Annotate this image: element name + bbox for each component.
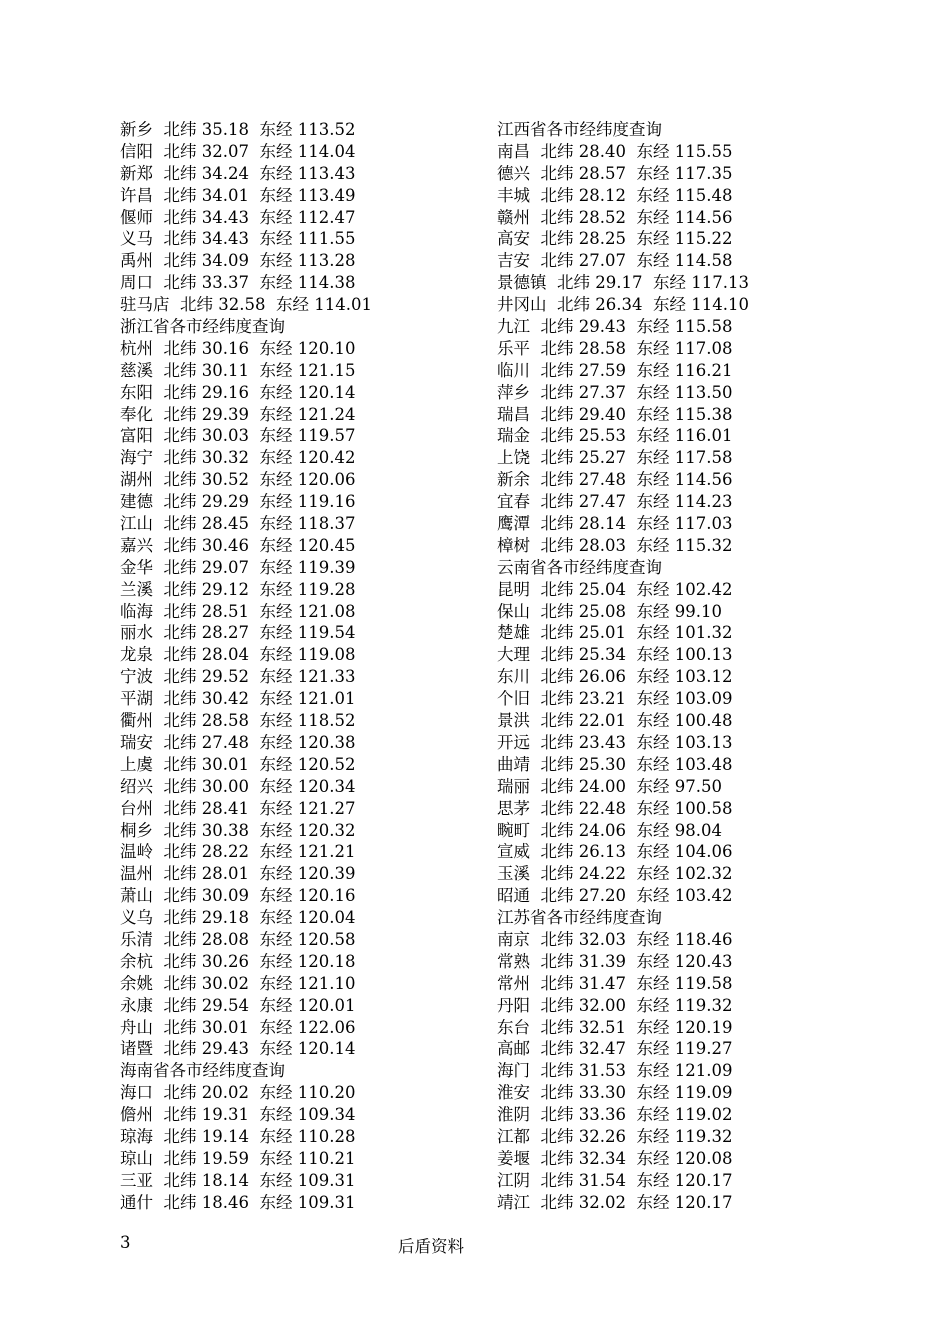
city-entry: 井冈山 北纬 26.34 东经 114.10 (497, 295, 749, 315)
city-entry: 衢州 北纬 28.58 东经 118.52 (120, 711, 356, 731)
city-entry: 鹰潭 北纬 28.14 东经 117.03 (497, 514, 733, 534)
city-entry: 海门 北纬 31.53 东经 121.09 (497, 1061, 733, 1081)
city-entry: 景德镇 北纬 29.17 东经 117.13 (497, 273, 749, 293)
city-entry: 常州 北纬 31.47 东经 119.58 (497, 973, 733, 993)
city-entry: 江山 北纬 28.45 东经 118.37 (120, 514, 356, 534)
city-entry: 儋州 北纬 19.31 东经 109.34 (120, 1105, 356, 1125)
city-entry: 慈溪 北纬 30.11 东经 121.15 (120, 360, 356, 380)
city-entry: 丰城 北纬 28.12 东经 115.48 (497, 185, 733, 205)
city-entry: 瑞昌 北纬 29.40 东经 115.38 (497, 404, 733, 424)
city-entry: 淮阴 北纬 33.36 东经 119.02 (497, 1105, 733, 1125)
city-entry: 景洪 北纬 22.01 东经 100.48 (497, 711, 733, 731)
city-entry: 琼海 北纬 19.14 东经 110.28 (120, 1126, 356, 1146)
city-entry: 高邮 北纬 32.47 东经 119.27 (497, 1039, 733, 1059)
city-entry: 新乡 北纬 35.18 东经 113.52 (120, 120, 356, 139)
section-heading: 海南省各市经纬度查询 (120, 1061, 285, 1081)
city-entry: 畹町 北纬 24.06 东经 98.04 (497, 820, 722, 840)
right-column (497, 119, 877, 1214)
city-entry: 台州 北纬 28.41 东经 121.27 (120, 798, 356, 818)
city-entry: 东川 北纬 26.06 东经 103.12 (497, 667, 733, 687)
city-entry: 昭通 北纬 27.20 东经 103.42 (497, 886, 733, 906)
city-entry: 周口 北纬 33.37 东经 114.38 (120, 273, 356, 293)
city-entry: 宜春 北纬 27.47 东经 114.23 (497, 492, 733, 512)
section-heading: 云南省各市经纬度查询 (497, 557, 662, 577)
city-entry: 信阳 北纬 32.07 东经 114.04 (120, 141, 356, 161)
city-entry: 瑞金 北纬 25.53 东经 116.01 (497, 426, 733, 446)
city-entry: 偃师 北纬 34.43 东经 112.47 (120, 207, 356, 227)
city-entry: 乐平 北纬 28.58 东经 117.08 (497, 338, 733, 358)
city-entry: 赣州 北纬 28.52 东经 114.56 (497, 207, 733, 227)
source-footer: 后盾资料 (398, 1237, 464, 1256)
city-entry: 义乌 北纬 29.18 东经 120.04 (120, 908, 356, 928)
page-number: 3 (120, 1233, 131, 1252)
city-entry: 诸暨 北纬 29.43 东经 120.14 (120, 1039, 356, 1059)
city-entry: 上虞 北纬 30.01 东经 120.52 (120, 754, 356, 774)
city-entry: 吉安 北纬 27.07 东经 114.58 (497, 251, 733, 271)
city-entry: 开远 北纬 23.43 东经 103.13 (497, 732, 733, 752)
city-entry: 瑞丽 北纬 24.00 东经 97.50 (497, 776, 722, 796)
city-entry: 临海 北纬 28.51 东经 121.08 (120, 601, 356, 621)
city-entry: 琼山 北纬 19.59 东经 110.21 (120, 1148, 356, 1168)
city-entry: 永康 北纬 29.54 东经 120.01 (120, 995, 356, 1015)
city-entry: 驻马店 北纬 32.58 东经 114.01 (120, 295, 372, 315)
city-entry: 桐乡 北纬 30.38 东经 120.32 (120, 820, 356, 840)
city-entry: 临川 北纬 27.59 东经 116.21 (497, 360, 733, 380)
city-entry: 樟树 北纬 28.03 东经 115.32 (497, 535, 733, 555)
city-entry: 南昌 北纬 28.40 东经 115.55 (497, 141, 733, 161)
city-entry: 萍乡 北纬 27.37 东经 113.50 (497, 382, 733, 402)
city-entry: 宁波 北纬 29.52 东经 121.33 (120, 667, 356, 687)
city-entry: 南京 北纬 32.03 东经 118.46 (497, 929, 733, 949)
city-entry: 海口 北纬 20.02 东经 110.20 (120, 1083, 356, 1103)
left-column (120, 119, 480, 1214)
city-entry: 嘉兴 北纬 30.46 东经 120.45 (120, 535, 356, 555)
city-entry: 平湖 北纬 30.42 东经 121.01 (120, 689, 356, 709)
city-entry: 昆明 北纬 25.04 东经 102.42 (497, 579, 733, 599)
city-entry: 个旧 北纬 23.21 东经 103.09 (497, 689, 733, 709)
city-entry: 萧山 北纬 30.09 东经 120.16 (120, 886, 356, 906)
city-entry: 金华 北纬 29.07 东经 119.39 (120, 557, 356, 577)
section-heading: 江苏省各市经纬度查询 (497, 908, 662, 928)
section-heading: 浙江省各市经纬度查询 (120, 317, 285, 337)
city-entry: 兰溪 北纬 29.12 东经 119.28 (120, 579, 356, 599)
city-entry: 思茅 北纬 22.48 东经 100.58 (497, 798, 733, 818)
city-entry: 龙泉 北纬 28.04 东经 119.08 (120, 645, 356, 665)
city-entry: 温岭 北纬 28.22 东经 121.21 (120, 842, 356, 862)
city-entry: 禹州 北纬 34.09 东经 113.28 (120, 251, 356, 271)
city-entry: 曲靖 北纬 25.30 东经 103.48 (497, 754, 733, 774)
city-entry: 宣威 北纬 26.13 东经 104.06 (497, 842, 733, 862)
city-entry: 海宁 北纬 30.32 东经 120.42 (120, 448, 356, 468)
city-entry: 杭州 北纬 30.16 东经 120.10 (120, 338, 356, 358)
city-entry: 淮安 北纬 33.30 东经 119.09 (497, 1083, 733, 1103)
city-entry: 丹阳 北纬 32.00 东经 119.32 (497, 995, 733, 1015)
city-entry: 大理 北纬 25.34 东经 100.13 (497, 645, 733, 665)
city-entry: 姜堰 北纬 32.34 东经 120.08 (497, 1148, 733, 1168)
city-entry: 靖江 北纬 32.02 东经 120.17 (497, 1192, 733, 1212)
city-entry: 丽水 北纬 28.27 东经 119.54 (120, 623, 356, 643)
city-entry: 新郑 北纬 34.24 东经 113.43 (120, 163, 356, 183)
city-entry: 湖州 北纬 30.52 东经 120.06 (120, 470, 356, 490)
city-entry: 高安 北纬 28.25 东经 115.22 (497, 229, 733, 249)
city-entry: 楚雄 北纬 25.01 东经 101.32 (497, 623, 733, 643)
city-entry: 江都 北纬 32.26 东经 119.32 (497, 1126, 733, 1146)
section-heading: 江西省各市经纬度查询 (497, 120, 662, 139)
city-entry: 瑞安 北纬 27.48 东经 120.38 (120, 732, 356, 752)
city-entry: 乐清 北纬 28.08 东经 120.58 (120, 929, 356, 949)
city-entry: 舟山 北纬 30.01 东经 122.06 (120, 1017, 356, 1037)
city-entry: 东阳 北纬 29.16 东经 120.14 (120, 382, 356, 402)
city-entry: 上饶 北纬 25.27 东经 117.58 (497, 448, 733, 468)
city-entry: 常熟 北纬 31.39 东经 120.43 (497, 951, 733, 971)
city-entry: 九江 北纬 29.43 东经 115.58 (497, 317, 733, 337)
city-entry: 德兴 北纬 28.57 东经 117.35 (497, 163, 733, 183)
city-entry: 玉溪 北纬 24.22 东经 102.32 (497, 864, 733, 884)
city-entry: 江阴 北纬 31.54 东经 120.17 (497, 1170, 733, 1190)
city-entry: 余杭 北纬 30.26 东经 120.18 (120, 951, 356, 971)
city-entry: 保山 北纬 25.08 东经 99.10 (497, 601, 722, 621)
city-entry: 奉化 北纬 29.39 东经 121.24 (120, 404, 356, 424)
city-entry: 建德 北纬 29.29 东经 119.16 (120, 492, 356, 512)
city-entry: 通什 北纬 18.46 东经 109.31 (120, 1192, 356, 1212)
city-entry: 义马 北纬 34.43 东经 111.55 (120, 229, 356, 249)
city-entry: 许昌 北纬 34.01 东经 113.49 (120, 185, 356, 205)
city-entry: 东台 北纬 32.51 东经 120.19 (497, 1017, 733, 1037)
city-entry: 绍兴 北纬 30.00 东经 120.34 (120, 776, 356, 796)
city-entry: 三亚 北纬 18.14 东经 109.31 (120, 1170, 356, 1190)
city-entry: 新余 北纬 27.48 东经 114.56 (497, 470, 733, 490)
city-entry: 富阳 北纬 30.03 东经 119.57 (120, 426, 356, 446)
city-entry: 余姚 北纬 30.02 东经 121.10 (120, 973, 356, 993)
city-entry: 温州 北纬 28.01 东经 120.39 (120, 864, 356, 884)
